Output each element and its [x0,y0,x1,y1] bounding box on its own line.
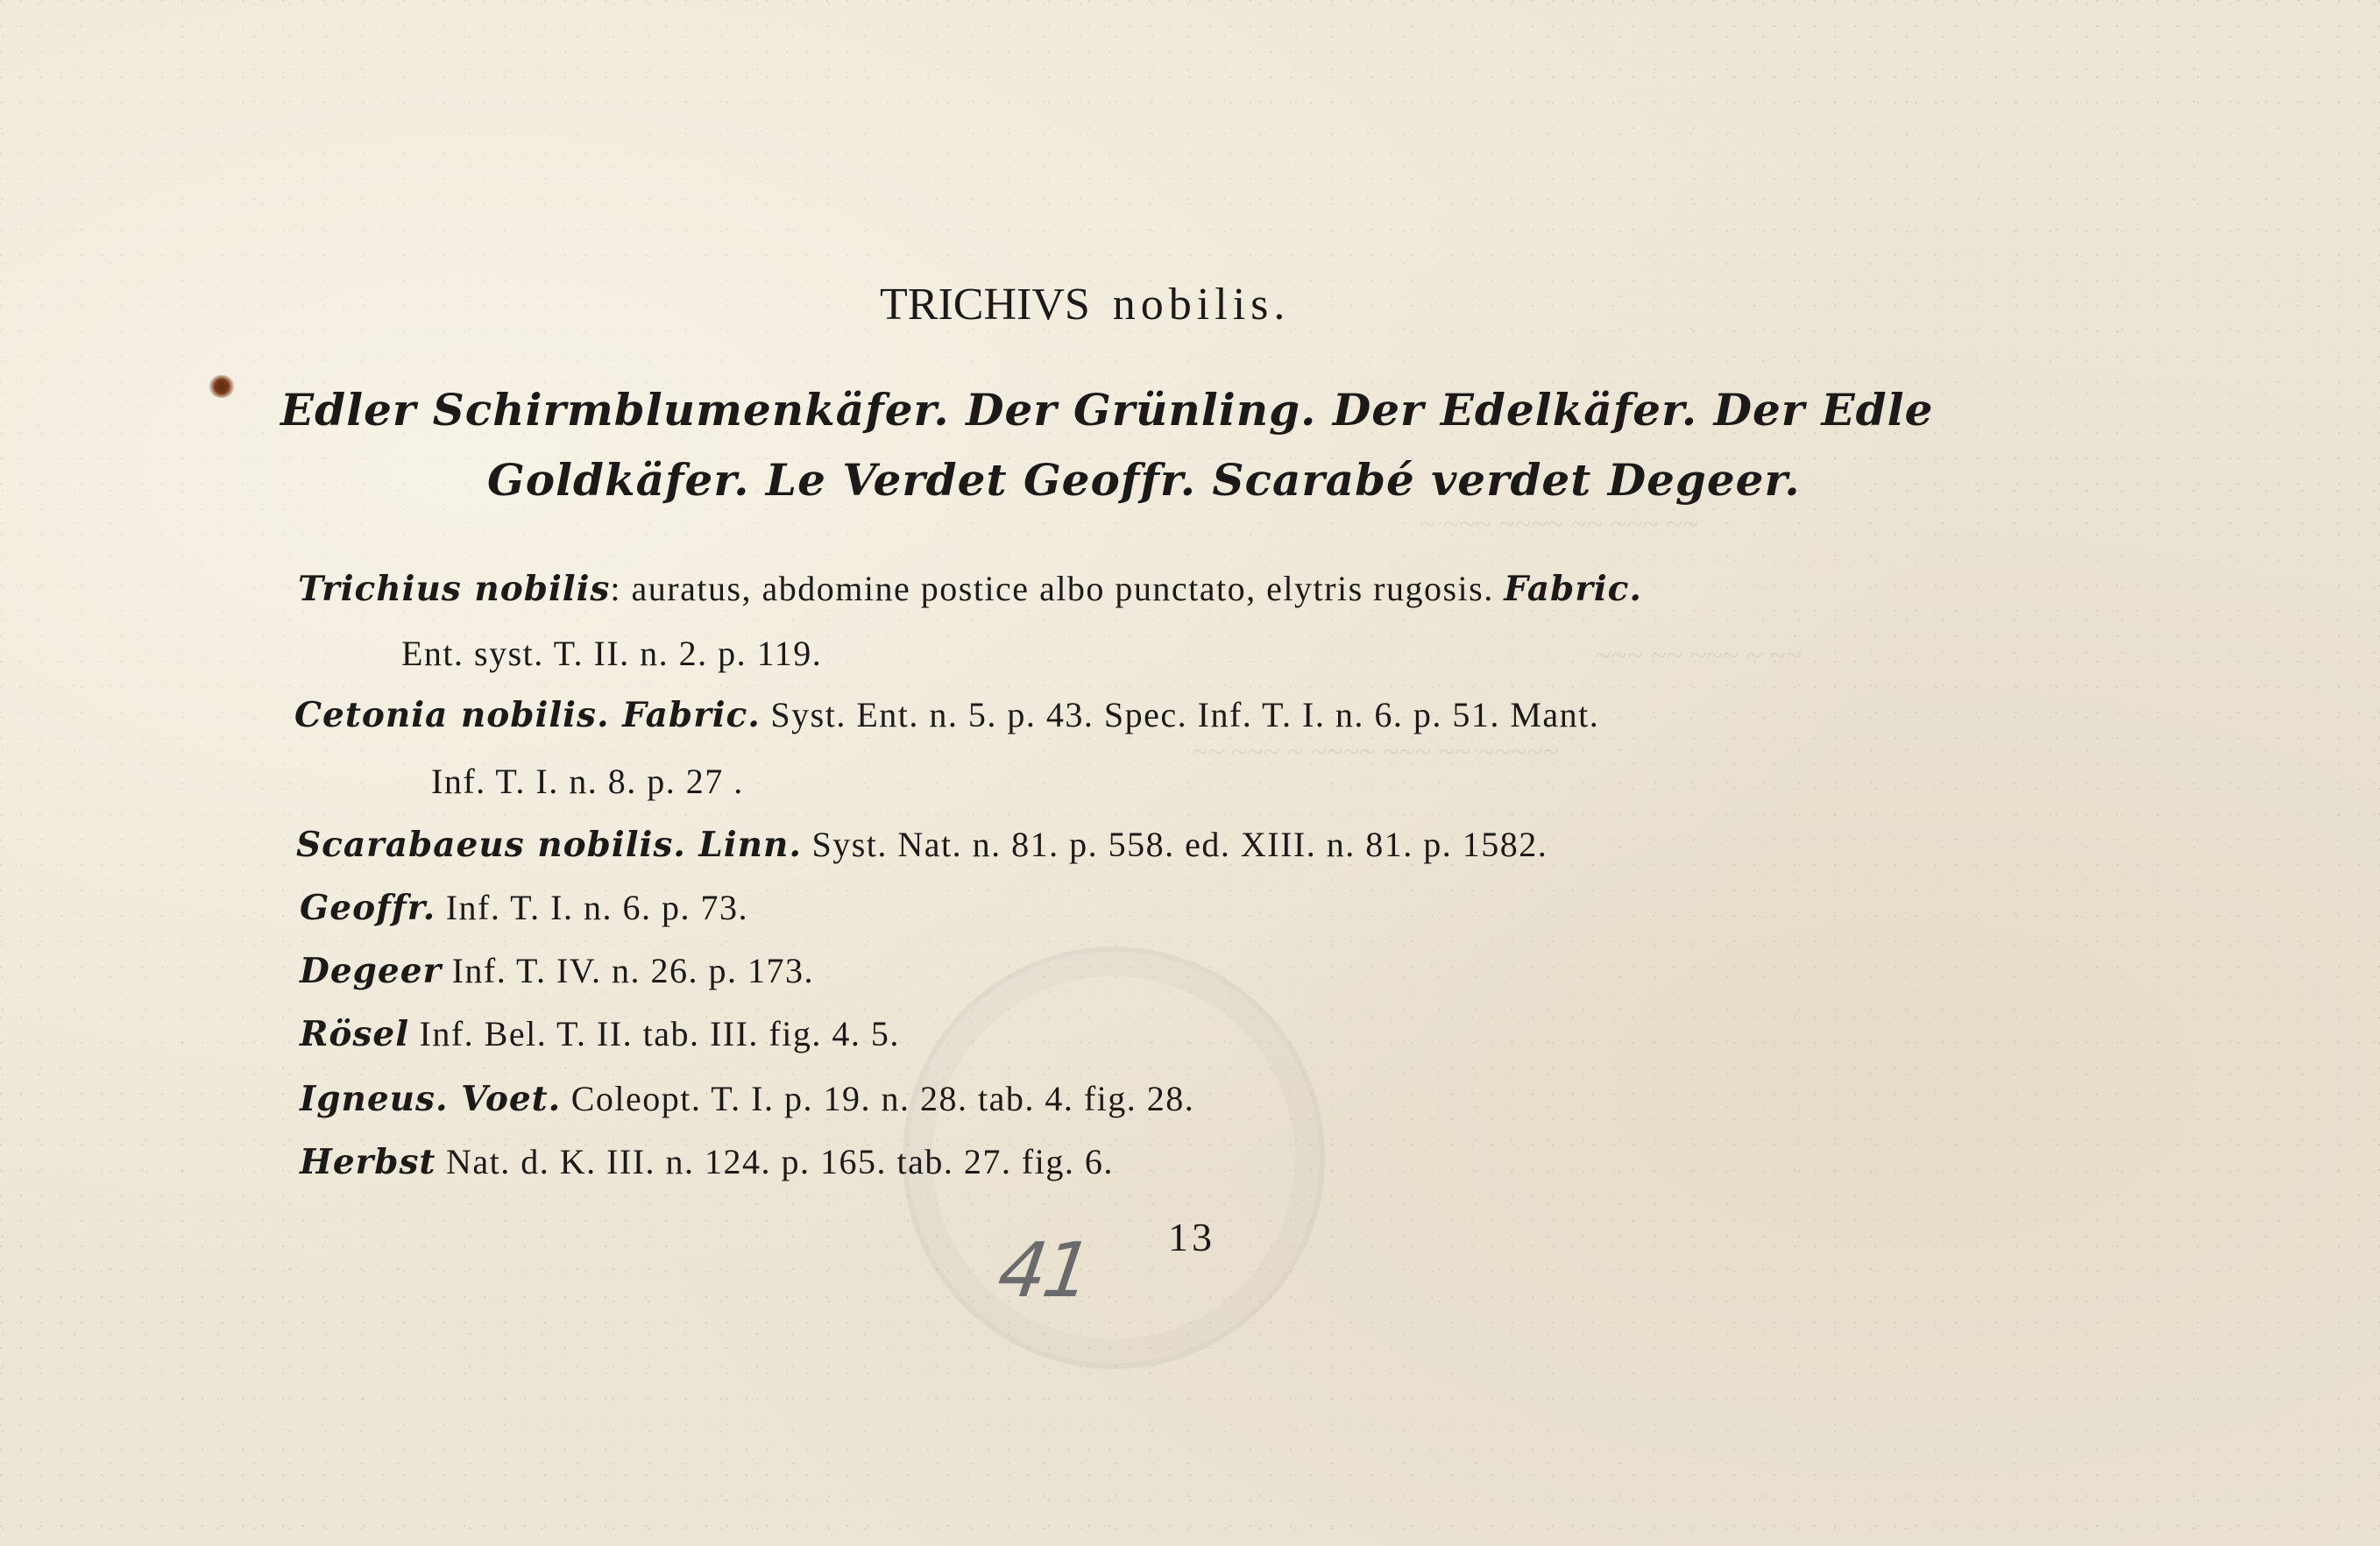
page-number: 13 [1168,1215,1215,1259]
common-names-line-2: Goldkäfer. Le Verdet Geoffr. Scarabé verdet Degeer. [487,454,1801,506]
reference-text: Inf. T. I. n. 8. p. 27 . [431,762,744,801]
reference-text: Syst. Nat. n. 81. p. 558. ed. XIII. n. 81. p. 1582. [811,825,1548,864]
reference-text: Syst. Ent. n. 5. p. 43. Spec. Inf. T. I. n. 6. p. 51. Mant. [770,695,1600,734]
reference-author: Scarabaeus nobilis. Linn. [296,825,802,865]
reference-author: Fabric. [1504,569,1643,609]
show-through-text: ~ ~~~ ~~~~ ~~ ~~~ ~~ [1420,508,1699,541]
reference-line [300,1013,900,1054]
reference-line [300,1078,1194,1119]
reference-text: Coleopt. T. I. p. 19. n. 28. tab. 4. fig. 28. [570,1079,1195,1118]
reference-text: Nat. d. K. III. n. 124. p. 165. tab. 27. fig. 6. [445,1142,1114,1181]
reference-author: Rösel [300,1014,410,1054]
reference-text: Inf. T. I. n. 6. p. 73. [445,888,748,927]
reference-author: Trichius nobilis [298,569,611,609]
reference-text: Ent. syst. T. II. n. 2. p. 119. [401,634,823,673]
species-title [880,279,1290,330]
reference-text: Inf. T. IV. n. 26. p. 173. [451,951,815,990]
show-through-text: ~~~ ~~ ~~~ ~ ~~ [1595,640,1803,672]
reference-line [300,887,748,928]
reference-author: Cetonia nobilis. Fabric. [294,695,761,735]
common-names-line-1: Edler Schirmblumenkäfer. Der Grünling. Der Edelkäfer. Der Edle [280,384,1934,436]
reference-line [300,950,814,991]
reference-line [401,633,822,674]
reference-author: Geoffr. [300,888,436,928]
reference-author: Degeer [300,951,443,991]
pencil-annotation: 41 [992,1227,1094,1315]
reference-text: Inf. Bel. T. II. tab. III. fig. 4. 5. [419,1014,900,1053]
reference-line [296,824,1548,865]
show-through-text: ~~ ~~~ ~ ~~~~ ~~~ ~~ ~~~~~ [1192,736,1559,769]
reference-line [294,694,1599,735]
reference-line [431,761,744,802]
ink-stain [209,375,235,398]
reference-author: Herbst [300,1142,436,1182]
title-species: nobilis. [1112,280,1291,330]
reference-text: : auratus, abdomine postice albo punctato, elytris rugosis. [610,569,1494,608]
reference-line [298,568,1642,609]
title-genus: TRICHIVS [880,280,1090,330]
reference-author: Igneus. Voet. [300,1079,562,1119]
reference-line [300,1141,1114,1182]
